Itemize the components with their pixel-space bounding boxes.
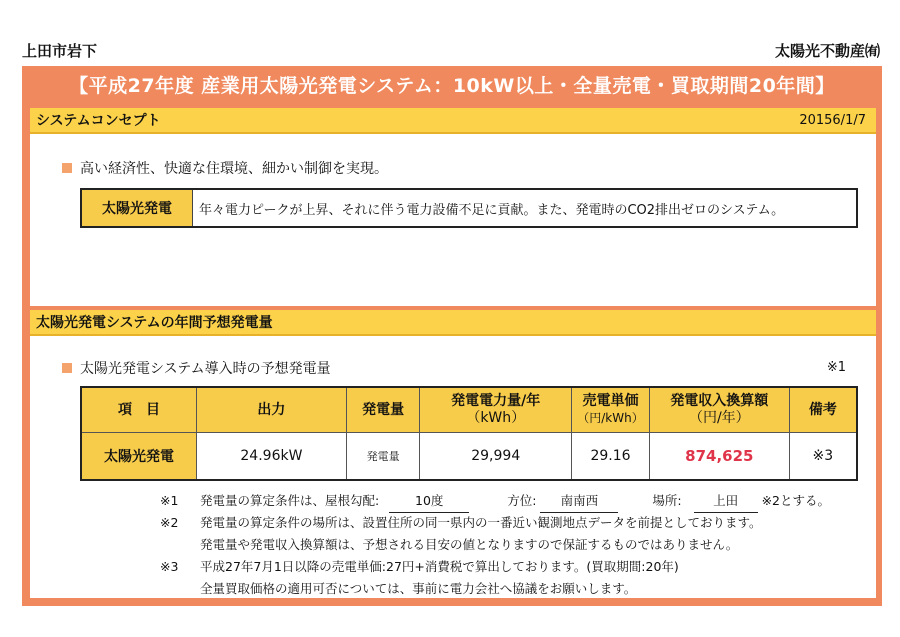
direction-label: 方位: [507,493,537,508]
place-value: 上田 [694,490,758,513]
footnote-3 [160,556,880,578]
footnote-3-line2: 全量買取価格の適用可否については、事前に電力会社へ協議をお願いします。 [200,581,637,596]
note-reference: ※1 [826,360,846,375]
location-label: 上田市岩下 [22,42,98,60]
cell-remarks: ※3 [789,433,857,481]
generation-bullet [62,358,331,378]
footnote-3-mark: ※3 [160,559,179,574]
cell-gen: 発電量 [346,433,420,481]
footnote-3-line1: 平成27年7月1日以降の売電単価:27円+消費税で算出しております。(買取期間:20年) [200,559,679,574]
footnote-1-end: ※2とする。 [761,493,830,508]
table-row [81,433,857,481]
generation-section-title: 太陽光発電システムの年間予想発電量 [36,315,273,331]
footnote-2 [160,512,880,534]
cell-output: 24.96kW [197,433,347,481]
concept-box [80,188,858,228]
concept-bullet-text: 高い経済性、快適な住環境、細かい制御を実現。 [80,161,388,177]
col-header-output: 出力 [197,387,347,433]
footnote-1 [160,490,880,512]
direction-value: 南南西 [540,490,618,513]
col-header-item: 項 目 [81,387,197,433]
concept-label: 太陽光発電 [82,190,193,226]
concept-section-header [30,108,876,134]
col-header-annual [420,387,572,433]
cell-price: 29.16 [572,433,650,481]
footnote-2-line2: 発電量や発電収入換算額は、予想される目安の値となりますので保証するものではありません。 [200,537,739,552]
concept-panel [30,108,876,306]
col-header-remarks: 備考 [789,387,857,433]
square-bullet-icon [62,363,72,373]
footnote-1-text: 発電量の算定条件は、屋根勾配: [200,493,380,508]
col-header-price-line2: （円/kWh） [577,411,644,425]
concept-bullet [62,158,388,178]
place-label: 場所: [652,493,682,508]
footnote-1-body [200,490,830,513]
footnote-2-line1: 発電量の算定条件の場所は、設置住所の同一県内の一番近い観測地点データを前提としております。 [200,515,762,530]
footnotes [160,490,880,600]
cell-income: 874,625 [649,433,789,481]
concept-section-title: システムコンセプト [36,113,161,129]
col-header-price-line1: 売電単価 [582,393,639,409]
company-name: 太陽光不動産㈲ [774,42,880,60]
cell-annual: 29,994 [420,433,572,481]
footnote-2-mark: ※2 [160,515,179,530]
generation-table [80,386,858,481]
page-title: 【平成27年度 産業用太陽光発電システム：10kW以上・全量売電・買取期間20年間】 [69,75,835,97]
footnote-2-cont [160,534,880,556]
col-header-price [572,387,650,433]
generation-section-header [30,310,876,336]
roof-slope-value: 10度 [389,490,469,513]
generation-bullet-text: 太陽光発電システム導入時の予想発電量 [80,361,331,377]
col-header-income-line1: 発電収入換算額 [670,393,769,409]
square-bullet-icon [62,163,72,173]
col-header-income-line2: （円/年） [688,410,750,426]
col-header-annual-line1: 発電電力量/年 [451,393,541,409]
table-header-row [81,387,857,433]
col-header-income [649,387,789,433]
concept-text: 年々電力ピークが上昇、それに伴う電力設備不足に貢献。また、発電時のCO2排出ゼロのシステム。 [199,202,785,218]
footnote-3-cont [160,578,880,600]
row-label: 太陽光発電 [81,433,197,481]
footnote-1-mark: ※1 [160,493,179,508]
document-date: 20156/1/7 [799,113,866,128]
col-header-annual-line2: （kWh） [466,410,526,426]
col-header-gen: 発電量 [346,387,420,433]
